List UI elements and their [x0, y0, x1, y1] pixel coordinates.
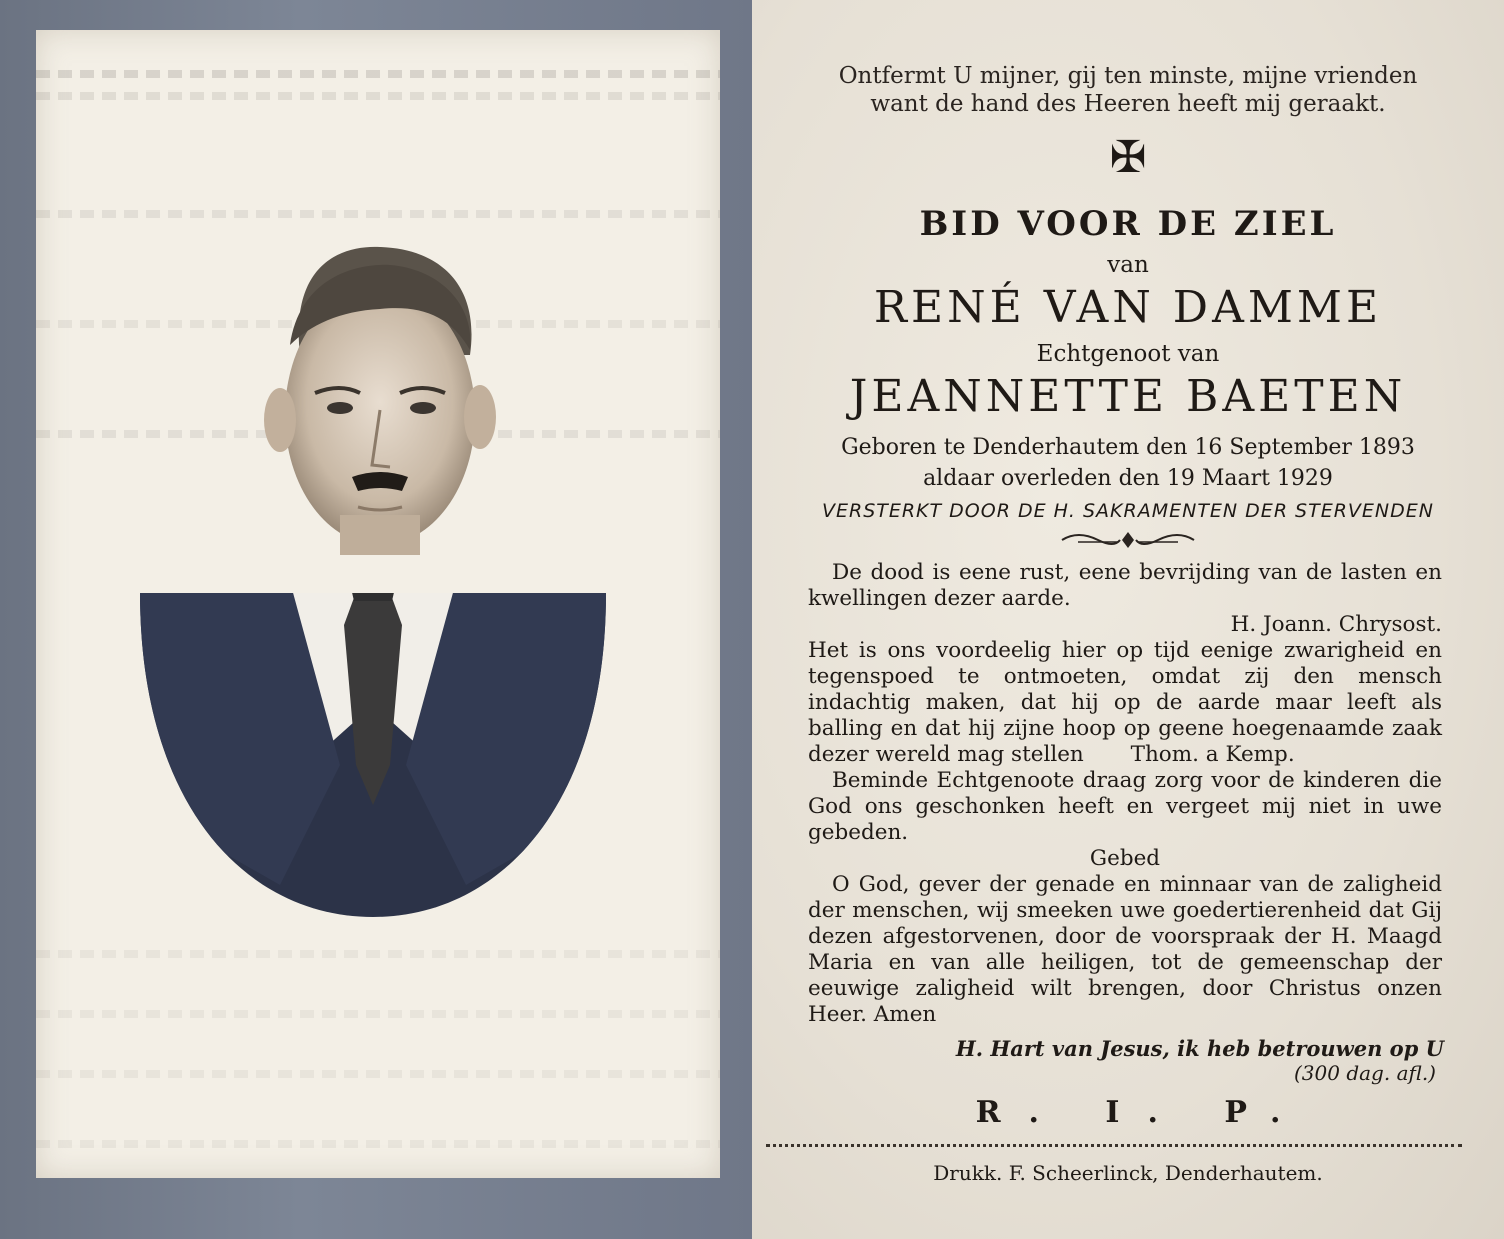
ornament-divider-icon — [752, 528, 1504, 552]
text-card — [752, 0, 1504, 1239]
van-label: van — [1107, 252, 1149, 278]
verse-line-1: Ontfermt U mijner, gij ten minste, mijne vrienden — [838, 63, 1418, 89]
spouse-intro: Echtgenoot van — [1036, 341, 1220, 367]
show-through-text — [36, 70, 720, 78]
quote-kempis-author: Thom. a Kemp. — [1130, 742, 1295, 767]
dotted-divider — [766, 1144, 1462, 1147]
sacraments-line: VERSTERKT DOOR DE H. SAKRAMENTEN DER STERVENDEN — [821, 500, 1434, 522]
farewell-message: Beminde Echtgenoote draag zorg voor de kinderen die God ons geschonken heeft en vergeet mij niet in uwe gebeden. — [808, 768, 1442, 845]
spouse-name: JEANNETTE BAETEN — [849, 371, 1407, 422]
death-line: aldaar overleden den 19 Maart 1929 — [923, 466, 1333, 491]
indulgence-note: (300 dag. afl.) — [1293, 1061, 1436, 1085]
show-through-text — [36, 1010, 720, 1018]
photo-panel — [36, 30, 720, 1178]
show-through-text — [36, 92, 720, 100]
quote-kempis-text: Het is ons voordeelig hier op tijd eenige zwarigheid en tegenspoed te ontmoeten, omdat zij den mensch indachtig maken, dat hij op de aarde maar leeft als balling en dat hij zijne hoop op geene hoegenaamde zaak dezer wereld mag stellen — [808, 638, 1442, 767]
portrait-photo — [140, 245, 606, 917]
quote-chrysostom-author: H. Joann. Chrysost. — [1230, 612, 1442, 637]
prayer-title: Gebed — [1089, 846, 1161, 871]
life-dates — [752, 432, 1504, 494]
deceased-name: RENÉ VAN DAMME — [873, 282, 1383, 333]
opening-verse — [752, 62, 1504, 118]
prayer-text: O God, gever der genade en minnaar van de zaligheid der menschen, wij smeeken uwe goedertierenheid dat Gij dezen afgestorvenen, door de voorspraak der H. Maagd Maria en van alle heiligen, tot de gemeenschap der eeuwige zaligheid wilt brengen, door Christus onzen Heer. Amen — [808, 872, 1442, 1027]
show-through-text — [36, 1140, 720, 1148]
cross-icon: ✠ — [1109, 132, 1147, 183]
rip-label: R. I. P. — [975, 1095, 1309, 1130]
suit-torso — [140, 537, 606, 917]
printer-credit: Drukk. F. Scheerlinck, Denderhautem. — [933, 1161, 1323, 1185]
quote-chrysostom: De dood is eene rust, eene bevrijding van de lasten en kwellingen dezer aarde. — [808, 560, 1442, 611]
quote-kempis — [808, 638, 1442, 768]
show-through-text — [36, 950, 720, 958]
heading: BID VOOR DE ZIEL — [919, 204, 1337, 244]
birth-line: Geboren te Denderhautem den 16 September 1893 — [841, 435, 1415, 460]
show-through-text — [36, 210, 720, 218]
sacred-heart-invocation: H. Hart van Jesus, ik heb betrouwen op U — [955, 1036, 1444, 1061]
verse-line-2: want de hand des Heeren heeft mij geraakt. — [870, 91, 1386, 117]
head — [264, 247, 496, 555]
body-text — [808, 560, 1442, 1028]
show-through-text — [36, 1070, 720, 1078]
